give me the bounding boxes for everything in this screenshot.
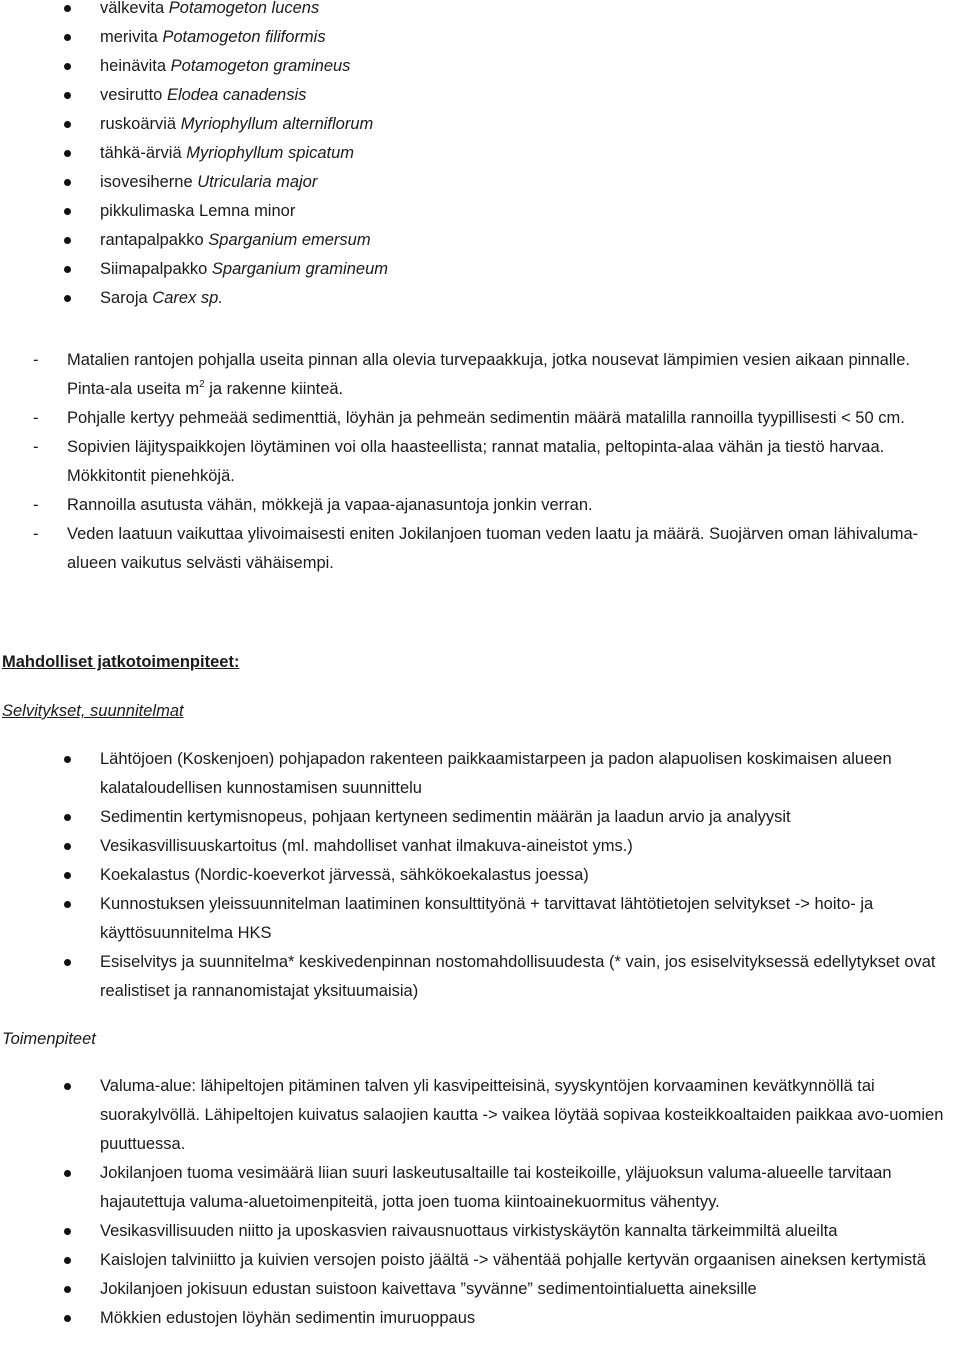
list-item: - Rannoilla asutusta vähän, mökkejä ja vapaa-ajanasuntoja jonkin verran.: [33, 496, 593, 514]
list-item: Siimapalpakko Sparganium gramineum: [0, 255, 960, 284]
list-item: rantapalpakko Sparganium emersum: [0, 226, 960, 255]
list-item: Sedimentin kertymisnopeus, pohjaan kertyneen sedimentin määrän ja laadun arvio ja analyysit: [0, 803, 960, 832]
list-item: Jokilanjoen tuoma vesimäärä liian suuri laskeutusaltaille tai kosteikoille, yläjuoksun valuma-alueelle tarvitaan hajautettuja valuma-aluetoimenpiteitä, jotta joen tuoma kiintoainekuormitus vähentyy.: [0, 1159, 960, 1217]
actions-list: [0, 1072, 960, 1333]
list-item: Vesikasvillisuuden niitto ja uposkasvien raivausnuottaus virkistyskäytön kannalta tärkeimmiltä alueilta: [0, 1217, 960, 1246]
list-item: Kunnostuksen yleissuunnitelman laatiminen konsulttityönä + tarvittavat lähtötietojen selvitykset -> hoito- ja käyttösuunnitelma HKS: [0, 890, 960, 948]
section-heading: Mahdolliset jatkotoimenpiteet:: [2, 653, 240, 671]
list-item: Saroja Carex sp.: [0, 284, 960, 313]
list-item: - Matalien rantojen pohjalla useita pinnan alla olevia turvepaakkuja, jotka nousevat lämpimien vesien aikaan pinnalle. Pinta-ala useita $m^2$ ja rakenne kiinteä.: [33, 351, 910, 398]
list-item: Valuma-alue: lähipeltojen pitäminen talven yli kasvipeitteisinä, syyskyntöjen korvaaminen kevätkynnöllä tai suorakylvöllä. Lähipeltojen kuivatus salaojien kautta -> vaikea löytää sopivaa kosteikkoaltaiden paikkaa avo-uomien puuttuessa.: [0, 1072, 960, 1159]
observations-list: [0, 346, 960, 578]
subsection-heading-surveys: Selvitykset, suunnitelmat: [2, 702, 184, 720]
list-item: tähkä-ärviä Myriophyllum spicatum: [0, 139, 960, 168]
list-item: isovesiherne Utricularia major: [0, 168, 960, 197]
species-list: [0, 0, 960, 313]
list-item: Kaislojen talviniitto ja kuivien versojen poisto jäältä -> vähentää pohjalle kertyvän orgaanisen aineksen kertymistä: [0, 1246, 960, 1275]
list-item: vesirutto Elodea canadensis: [0, 81, 960, 110]
list-item: Vesikasvillisuuskartoitus (ml. mahdolliset vanhat ilmakuva-aineistot yms.): [0, 832, 960, 861]
list-item: Lähtöjoen (Koskenjoen) pohjapadon rakenteen paikkaamistarpeen ja padon alapuolisen koskimaisen alueen kalataloudellisen kunnostamisen suunnittelu: [0, 745, 960, 803]
list-item: pikkulimaska Lemna minor: [0, 197, 960, 226]
list-item: Mökkien edustojen löyhän sedimentin imuruoppaus: [0, 1304, 960, 1333]
surveys-list: [0, 745, 960, 1006]
list-item: Jokilanjoen jokisuun edustan suistoon kaivettava ”syvänne” sedimentointialuetta aineksille: [0, 1275, 960, 1304]
list-item: välkevita Potamogeton lucens: [0, 0, 960, 23]
list-item: Esiselvitys ja suunnitelma* keskivedenpinnan nostomahdollisuudesta (* vain, jos esiselvityksessä edellytykset ovat realistiset ja rannanomistajat yksituumaisia): [0, 948, 960, 1006]
list-item: - Pohjalle kertyy pehmeää sedimenttiä, löyhän ja pehmeän sedimentin määrä matalilla rannoilla tyypillisesti < 50 cm.: [33, 409, 905, 427]
list-item: merivita Potamogeton filiformis: [0, 23, 960, 52]
list-item: heinävita Potamogeton gramineus: [0, 52, 960, 81]
list-item: - Veden laatuun vaikuttaa ylivoimaisesti eniten Jokilanjoen tuoman veden laatu ja määrä. Suojärven oman lähivaluma-alueen vaikutus selvästi vähäisempi.: [33, 525, 919, 572]
list-item: ruskoärviä Myriophyllum alterniflorum: [0, 110, 960, 139]
list-item: Koekalastus (Nordic-koeverkot järvessä, sähkökoekalastus joessa): [0, 861, 960, 890]
list-item: - Sopivien läjityspaikkojen löytäminen voi olla haasteellista; rannat matalia, peltopinta-alaa vähän ja tiestö harvaa. Mökkitontit pienehköjä.: [33, 438, 885, 485]
subsection-heading-actions: Toimenpiteet: [2, 1030, 96, 1048]
